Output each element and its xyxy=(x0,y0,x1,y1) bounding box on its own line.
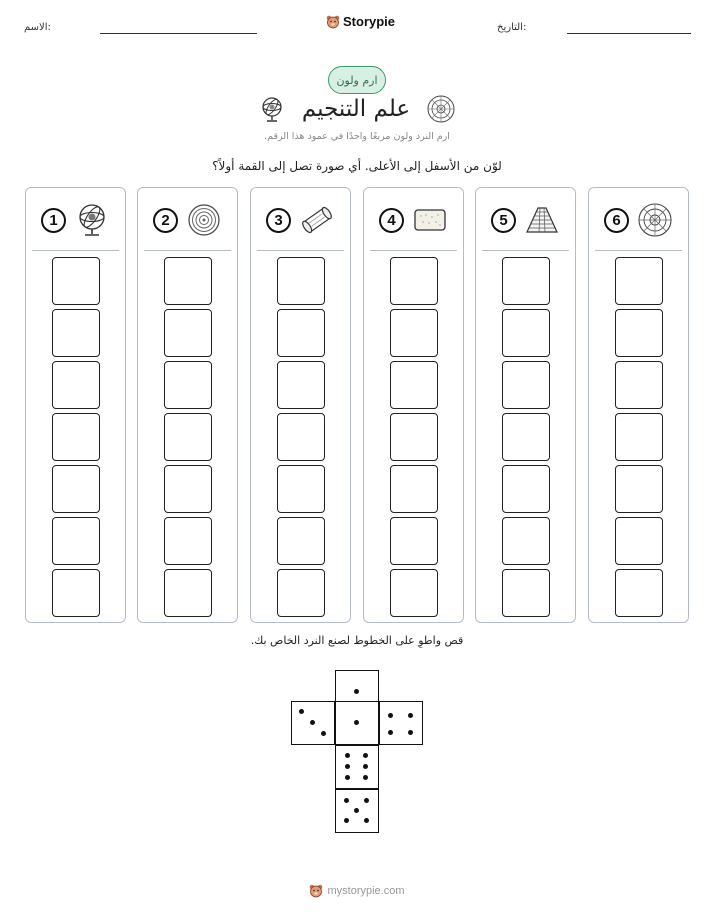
dice-pip xyxy=(345,753,350,758)
dice-pip xyxy=(354,720,359,725)
color-square[interactable] xyxy=(502,257,550,305)
column-header xyxy=(251,202,350,238)
color-square[interactable] xyxy=(277,309,325,357)
page-title: علم التنجيم xyxy=(301,96,411,122)
dice-pip xyxy=(354,689,359,694)
date-label: التاريخ: xyxy=(497,22,527,33)
color-square[interactable] xyxy=(164,257,212,305)
armillary-sphere-icon xyxy=(258,95,286,123)
badge: ارم ولون xyxy=(328,66,386,94)
color-square[interactable] xyxy=(164,465,212,513)
brand-logo xyxy=(326,14,395,29)
color-square[interactable] xyxy=(52,517,100,565)
column-divider xyxy=(595,250,682,251)
dice-face-3 xyxy=(291,701,335,745)
zodiac-wheel-icon xyxy=(426,94,456,124)
pyramid-icon xyxy=(524,202,560,238)
dice-pip xyxy=(363,764,368,769)
name-line xyxy=(100,33,257,34)
title-row xyxy=(0,94,714,124)
color-square[interactable] xyxy=(615,569,663,617)
column-number: 5 xyxy=(491,208,516,233)
color-square[interactable] xyxy=(52,465,100,513)
dice-face-5 xyxy=(335,789,379,833)
dice-pip xyxy=(344,818,349,823)
color-square[interactable] xyxy=(502,309,550,357)
dice-pip xyxy=(344,798,349,803)
color-square[interactable] xyxy=(615,517,663,565)
dice-pip xyxy=(345,775,350,780)
column-header xyxy=(589,202,688,238)
color-square[interactable] xyxy=(277,569,325,617)
color-square[interactable] xyxy=(502,413,550,461)
dice-pip xyxy=(345,764,350,769)
color-square[interactable] xyxy=(52,569,100,617)
color-square[interactable] xyxy=(277,465,325,513)
column-2 xyxy=(137,187,238,623)
color-square[interactable] xyxy=(164,413,212,461)
cut-instruction: قص واطوِ على الخطوط لصنع النرد الخاص بك. xyxy=(250,634,464,647)
column-4 xyxy=(363,187,464,623)
bear-icon xyxy=(309,884,323,898)
dice-face-6 xyxy=(335,745,379,789)
concentric-circles-icon xyxy=(186,202,222,238)
dice-pip xyxy=(388,730,393,735)
dice-pip xyxy=(354,808,359,813)
instruction: لوّن من الأسفل إلى الأعلى. أي صورة تصل إلى القمة أولاً؟ xyxy=(212,159,502,173)
color-square[interactable] xyxy=(52,361,100,409)
column-divider xyxy=(482,250,569,251)
color-square[interactable] xyxy=(277,361,325,409)
color-square[interactable] xyxy=(615,257,663,305)
color-square[interactable] xyxy=(390,361,438,409)
clay-tablet-icon xyxy=(412,202,448,238)
column-number: 4 xyxy=(379,208,404,233)
color-square[interactable] xyxy=(502,569,550,617)
column-5 xyxy=(475,187,576,623)
column-3 xyxy=(250,187,351,623)
dice-pip xyxy=(388,713,393,718)
bear-icon xyxy=(326,15,340,29)
color-square[interactable] xyxy=(277,413,325,461)
footer xyxy=(0,884,714,898)
column-number: 1 xyxy=(41,208,66,233)
zodiac-wheel-icon xyxy=(637,202,673,238)
dice-pip xyxy=(299,709,304,714)
column-number: 2 xyxy=(153,208,178,233)
dice-face-1-center xyxy=(335,701,379,745)
color-square[interactable] xyxy=(52,413,100,461)
color-square[interactable] xyxy=(615,309,663,357)
dice-pip xyxy=(363,775,368,780)
color-square[interactable] xyxy=(164,361,212,409)
color-square[interactable] xyxy=(52,257,100,305)
column-divider xyxy=(257,250,344,251)
color-square[interactable] xyxy=(615,465,663,513)
column-header xyxy=(364,202,463,238)
column-divider xyxy=(32,250,119,251)
color-square[interactable] xyxy=(164,309,212,357)
color-square[interactable] xyxy=(390,413,438,461)
brand-name: Storypie xyxy=(343,14,396,29)
column-divider xyxy=(370,250,457,251)
color-square[interactable] xyxy=(502,361,550,409)
color-square[interactable] xyxy=(390,309,438,357)
dice-pip xyxy=(364,818,369,823)
column-number: 6 xyxy=(604,208,629,233)
column-1 xyxy=(25,187,126,623)
dice-face-4 xyxy=(379,701,423,745)
dice-pip xyxy=(363,753,368,758)
column-6 xyxy=(588,187,689,623)
date-line xyxy=(567,33,691,34)
dice-pip xyxy=(408,713,413,718)
scroll-icon xyxy=(299,202,335,238)
color-square[interactable] xyxy=(390,257,438,305)
color-square[interactable] xyxy=(390,465,438,513)
subtitle: ارم النرد ولون مربعًا واحدًا في عمود هذا الرقم. xyxy=(264,131,450,142)
color-square[interactable] xyxy=(164,517,212,565)
color-square[interactable] xyxy=(502,465,550,513)
column-header xyxy=(26,202,125,238)
color-square[interactable] xyxy=(390,517,438,565)
color-square[interactable] xyxy=(164,569,212,617)
column-header xyxy=(476,202,575,238)
color-square[interactable] xyxy=(502,517,550,565)
footer-url[interactable]: mystorypie.com xyxy=(327,885,405,897)
dice-pip xyxy=(310,720,315,725)
color-square[interactable] xyxy=(277,257,325,305)
color-square[interactable] xyxy=(615,361,663,409)
dice-pip xyxy=(408,730,413,735)
column-header xyxy=(138,202,237,238)
dice-pip xyxy=(321,731,326,736)
dice-pip xyxy=(364,798,369,803)
name-label: الاسم: xyxy=(24,22,51,33)
column-divider xyxy=(144,250,231,251)
color-square[interactable] xyxy=(615,413,663,461)
column-number: 3 xyxy=(266,208,291,233)
color-square[interactable] xyxy=(277,517,325,565)
armillary-sphere-icon xyxy=(74,202,110,238)
color-square[interactable] xyxy=(52,309,100,357)
color-square[interactable] xyxy=(390,569,438,617)
